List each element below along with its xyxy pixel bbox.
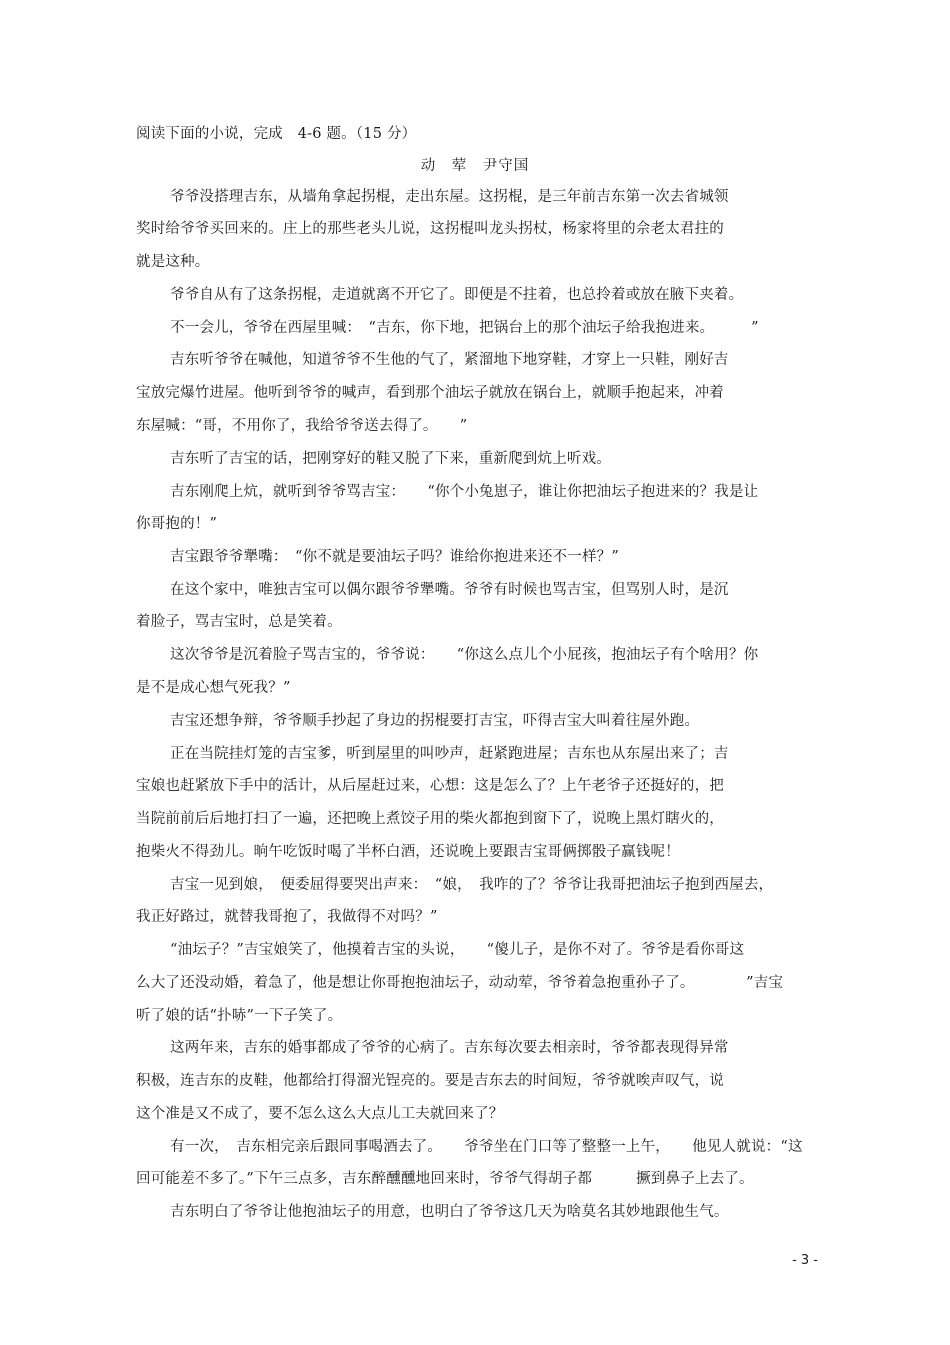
text-line: 吉宝还想争辩，爷爷顺手抄起了身边的拐棍要打吉宝，吓得吉宝大叫着往屋外跑。: [170, 713, 700, 729]
text-line: 听了娘的话“扑哧”一下子笑了。: [136, 1008, 343, 1024]
text-line: 吉东明白了爷爷让他抱油坛子的用意，也明白了爷爷这几天为啥莫名其妙地跟他生气。: [170, 1204, 729, 1220]
text-line: 正在当院挂灯笼的吉宝爹，听到屋里的叫吵声，赶紧跑进屋；吉东也从东屋出来了；吉: [170, 746, 729, 762]
text-line: 你哥抱的！”: [136, 516, 218, 532]
text-line: 吉东听爷爷在喊他，知道爷爷不生他的气了，紧溜地下地穿鞋，才穿上一只鞋，刚好吉: [170, 352, 729, 368]
text-line: 吉宝一见到娘， 便委屈得要哭出声来： “娘， 我咋的了？爷爷让我哥把油坛子抱到西屋去，: [170, 877, 774, 893]
text-line: 爷爷自从有了这条拐棍，走道就离不开它了。即便是不拄着，也总拎着或放在腋下夹着。: [170, 287, 744, 303]
page-number: - 3 -: [792, 1253, 818, 1268]
text-line: 当院前前后后地打扫了一遍，还把晚上煮饺子用的柴火都抱到窗下了，说晚上黑灯瞎火的，: [136, 811, 724, 827]
text-line: 吉东听了吉宝的话，把刚穿好的鞋又脱了下来，重新爬到炕上听戏。: [170, 451, 611, 467]
text-line: 在这个家中，唯独吉宝可以偶尔跟爷爷犟嘴。爷爷有时候也骂吉宝，但骂别人时，是沉: [170, 582, 729, 598]
text-line: 抱柴火不得劲儿。晌午吃饭时喝了半杯白酒，还说晚上要跟吉宝哥俩掷骰子赢钱呢！: [136, 844, 680, 860]
question-instruction: 阅读下面的小说，完成 4-6 题。（15 分）: [136, 126, 417, 142]
text-line: 宝放完爆竹进屋。他听到爷爷的喊声，看到那个油坛子就放在锅台上，就顺手抱起来，冲着: [136, 385, 724, 401]
text-line: 不一会儿，爷爷在西屋里喊： “吉东，你下地，把锅台上的那个油坛子给我抱进来。 ”: [170, 320, 759, 336]
text-line: 有一次， 吉东相完亲后跟同事喝酒去了。 爷爷坐在门口等了整整一上午， 他见人就说：“这: [170, 1139, 803, 1155]
text-line: 着脸子，骂吉宝时，总是笑着。: [136, 614, 342, 630]
text-line: 这两年来，吉东的婚事都成了爷爷的心病了。吉东每次要去相亲时，爷爷都表现得异常: [170, 1040, 729, 1056]
text-line: 回可能差不多了。”下午三点多，吉东醉醺醺地回来时，爷爷气得胡子都 撅到鼻子上去了。: [136, 1171, 754, 1187]
text-line: 就是这种。: [136, 254, 210, 270]
text-line: 么大了还没动婚，着急了，他是想让你哥抱抱油坛子，动动荤，爷爷着急抱重孙子了。 ”吉宝: [136, 975, 784, 991]
text-line: 爷爷没搭理吉东，从墙角拿起拐棍，走出东屋。这拐棍，是三年前吉东第一次去省城领: [170, 189, 729, 205]
text-line: 这次爷爷是沉着脸子骂吉宝的，爷爷说： “你这么点儿个小屁孩，抱油坛子有个啥用？你: [170, 647, 759, 663]
text-line: 这个准是又不成了，要不怎么这么大点儿工夫就回来了？: [136, 1106, 504, 1122]
text-line: 我正好路过，就替我哥抱了，我做得不对吗？”: [136, 909, 438, 925]
text-line: 奖时给爷爷买回来的。庄上的那些老头儿说，这拐棍叫龙头拐杖，杨家将里的佘老太君拄的: [136, 221, 724, 237]
text-line: 吉东刚爬上炕，就听到爷爷骂吉宝： “你个小兔崽子，谁让你把油坛子抱进来的？我是让: [170, 484, 759, 500]
text-line: “油坛子？”吉宝娘笑了，他摸着吉宝的头说， “傻儿子，是你不对了。爷爷是看你哥这: [170, 942, 745, 958]
story-title: 动 荤 尹守国: [420, 158, 530, 174]
text-line: 吉宝跟爷爷犟嘴： “你不就是要油坛子吗？谁给你抱进来还不一样？”: [170, 549, 619, 565]
text-line: 是不是成心想气死我？”: [136, 680, 291, 696]
text-line: 东屋喊：“哥，不用你了，我给爷爷送去得了。 ”: [136, 418, 468, 434]
text-line: 积极，连吉东的皮鞋，他都给打得溜光锃亮的。要是吉东去的时间短，爷爷就唉声叹气，说: [136, 1073, 724, 1089]
text-line: 宝娘也赶紧放下手中的活计，从后屋赶过来，心想：这是怎么了？上午老爷子还挺好的，把: [136, 778, 724, 794]
